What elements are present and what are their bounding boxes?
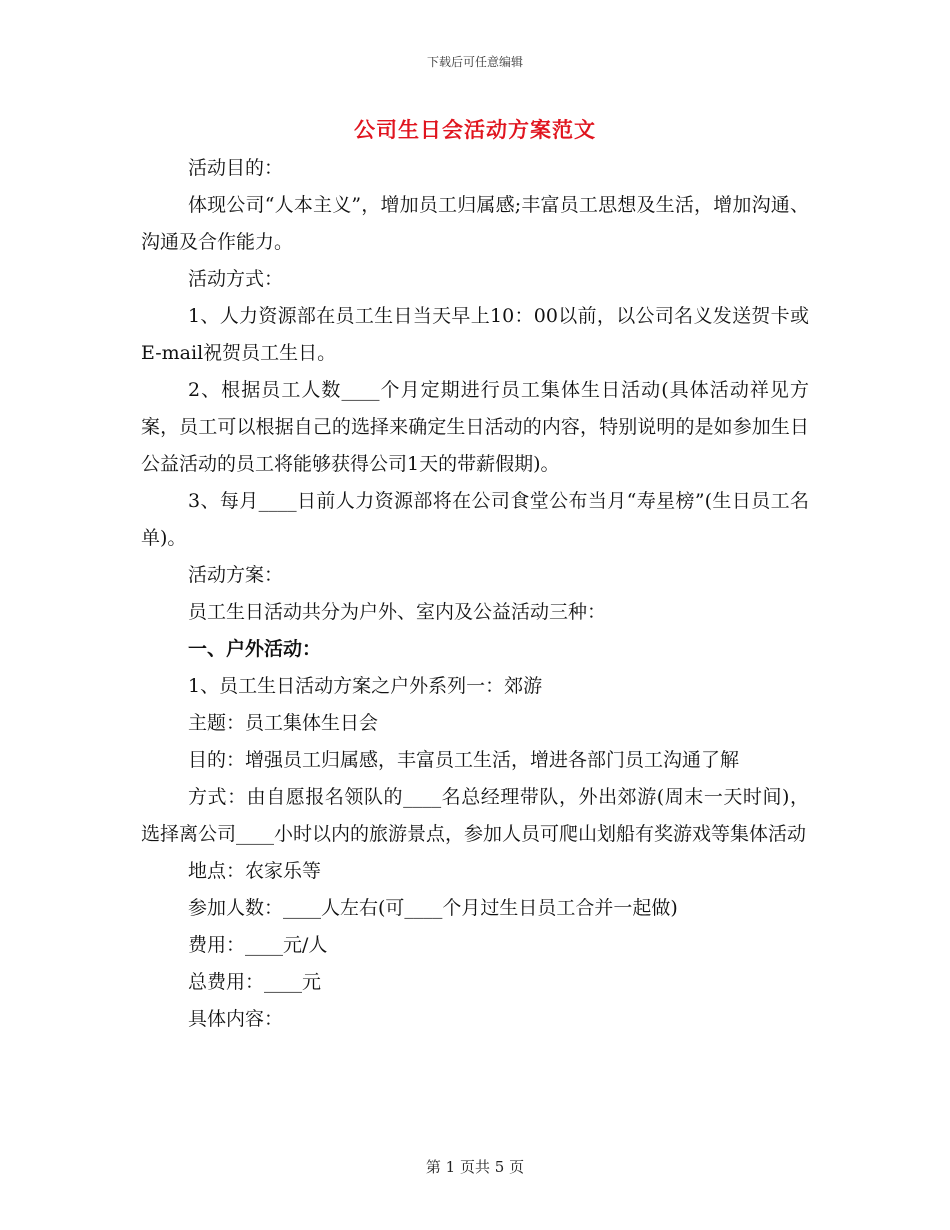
paragraph: 地点：农家乐等	[188, 860, 322, 882]
paragraph: 总费用：____元	[188, 971, 322, 993]
paragraph: 2、根据员工人数____个月定期进行员工集体生日活动(具体活动祥见方案，员工可以根据自己的选择来确定生日活动的内容，特别说明的是如参加生日公益活动的员工将能够获得公司1天的带薪假期)。	[141, 379, 809, 475]
paragraph: 费用：____元/人	[188, 934, 328, 956]
page-number: 第 1 页共 5 页	[425, 1158, 525, 1176]
section-heading: 一、户外活动：	[188, 638, 322, 660]
paragraph: 员工生日活动共分为户外、室内及公益活动三种：	[188, 601, 607, 623]
paragraph: 参加人数：____人左右(可____个月过生日员工合并一起做)	[188, 897, 678, 919]
paragraph: 主题：员工集体生日会	[188, 712, 379, 734]
paragraph: 1、员工生日活动方案之户外系列一：郊游	[188, 675, 543, 697]
paragraph: 方式：由自愿报名领队的____名总经理带队，外出郊游(周末一天时间)，选择离公司____小时以内的旅游景点，参加人员可爬山划船有奖游戏等集体活动	[141, 786, 809, 845]
paragraph: 3、每月____日前人力资源部将在公司食堂公布当月“寿星榜”(生日员工名单)。	[141, 490, 809, 549]
document-title: 公司生日会活动方案范文	[354, 117, 596, 142]
paragraph: 活动方案：	[188, 564, 284, 586]
paragraph: 目的：增强员工归属感，丰富员工生活，增进各部门员工沟通了解	[188, 749, 740, 771]
paragraph: 体现公司“人本主义”，增加员工归属感;丰富员工思想及生活，增加沟通、沟通及合作能力。	[141, 194, 809, 253]
paragraph: 活动目的：	[188, 157, 284, 179]
paragraph: 1、人力资源部在员工生日当天早上10：00以前，以公司名义发送贺卡或E-mail祝贺员工生日。	[141, 305, 809, 364]
paragraph: 具体内容：	[188, 1008, 284, 1030]
paragraph: 活动方式：	[188, 268, 284, 290]
header-note: 下载后可任意编辑	[426, 55, 523, 69]
document-body	[141, 150, 809, 1038]
